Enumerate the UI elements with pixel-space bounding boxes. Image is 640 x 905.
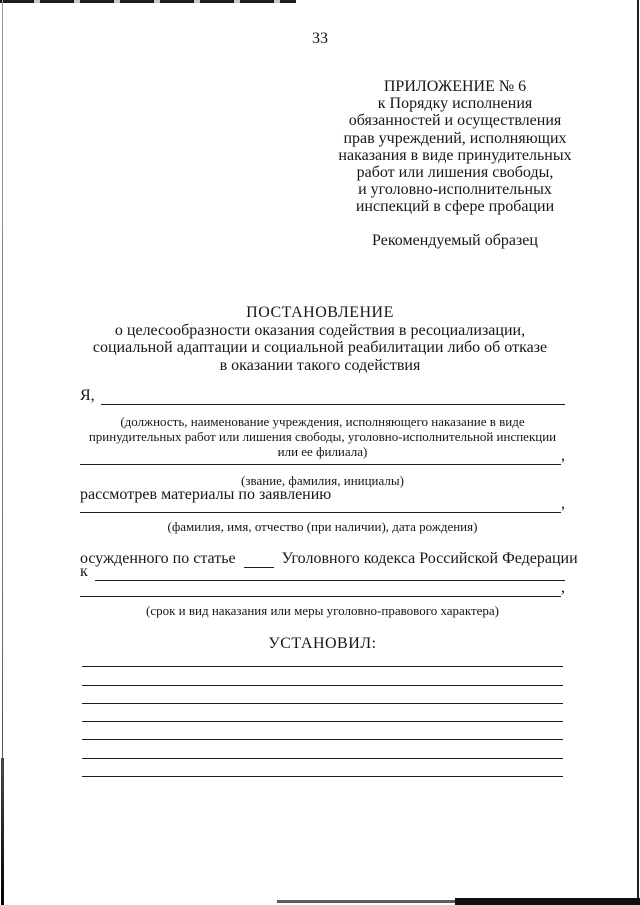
blank-lines [82, 649, 563, 777]
penalty-continuation-row [80, 579, 565, 597]
penalty-row [80, 564, 565, 581]
recommended-sample-note: Рекомендуемый образец [372, 231, 538, 249]
trailing-comma: , [561, 495, 565, 512]
blank-ruled-line [82, 704, 563, 722]
scan-artifact-left-line-bottom [1, 758, 4, 905]
blank-ruled-line [82, 667, 563, 685]
person-row [80, 495, 565, 513]
appendix-heading-line: прав учреждений, исполняющих [343, 129, 567, 147]
caption-rank: (звание, фамилия, инициалы) [241, 473, 404, 488]
decree-subtitle [40, 322, 600, 375]
appendix-heading-line: наказания в виде принудительных [338, 146, 572, 164]
convicted-prefix: осужденного по статье [80, 550, 236, 567]
blank-ruled-line [82, 759, 563, 777]
to-label: к [80, 563, 88, 580]
decree-subtitle-line: в оказании такого содействия [219, 356, 421, 374]
caption-person: (фамилия, имя, отчество (при наличии), дата рождения) [167, 519, 478, 534]
penalty-field-line [95, 580, 565, 581]
appendix-heading-line: обязанностей и осуществления [348, 112, 562, 130]
decree-heading: ПОСТАНОВЛЕНИЕ [246, 304, 394, 321]
blank-ruled-line [82, 740, 563, 758]
trailing-comma: , [561, 579, 565, 596]
page-number: 33 [312, 30, 328, 47]
trailing-comma: , [561, 447, 565, 464]
decree-title-block [40, 304, 600, 374]
caption-institution-line: принудительных работ или лишения свободы, уголовно-исполнительной инспекции [88, 429, 557, 444]
decree-subtitle-line: о целесообразности оказания содействия в ресоциализации, [114, 321, 526, 339]
rank-name-field-line [80, 464, 561, 465]
appendix-heading-line: к Порядку исполнения [377, 95, 533, 113]
scan-artifact-right-line [637, 0, 639, 905]
resolved-heading: УСТАНОВИЛ: [268, 635, 377, 652]
scan-artifact-bottom-line-dark [455, 898, 640, 905]
caption-penalty: (срок и вид наказания или меры уголовно-правового характера) [145, 603, 500, 618]
penalty-field-line2 [80, 596, 561, 597]
blank-ruled-line [82, 649, 563, 667]
appendix-heading-line: инспекций в сфере пробации [355, 198, 555, 216]
official-field-line [101, 404, 565, 405]
caption-institution-line: (должность, наименование учреждения, исполняющего наказание в виде [120, 414, 525, 429]
scan-artifact-top-line [0, 0, 296, 3]
official-row [80, 388, 565, 405]
appendix-heading-line: работ или лишения свободы, [356, 164, 554, 182]
appendix-block [296, 78, 614, 249]
reviewed-text: рассмотрев материалы по заявлению [80, 486, 332, 503]
blank-ruled-line [82, 686, 563, 704]
appendix-heading-line: ПРИЛОЖЕНИЕ № 6 [383, 78, 527, 95]
appendix-heading [296, 78, 614, 216]
person-field-line [80, 512, 561, 513]
caption-institution-line: или ее филиала) [277, 444, 368, 459]
decree-subtitle-line: социальной адаптации и социальной реабилитации либо об отказе [92, 339, 548, 356]
i-label: Я, [80, 387, 95, 404]
convicted-suffix: Уголовного кодекса Российской Федерации [281, 550, 578, 567]
appendix-heading-line: и уголовно-исполнительных [358, 181, 552, 199]
rank-name-row [80, 447, 565, 465]
blank-ruled-line [82, 722, 563, 740]
